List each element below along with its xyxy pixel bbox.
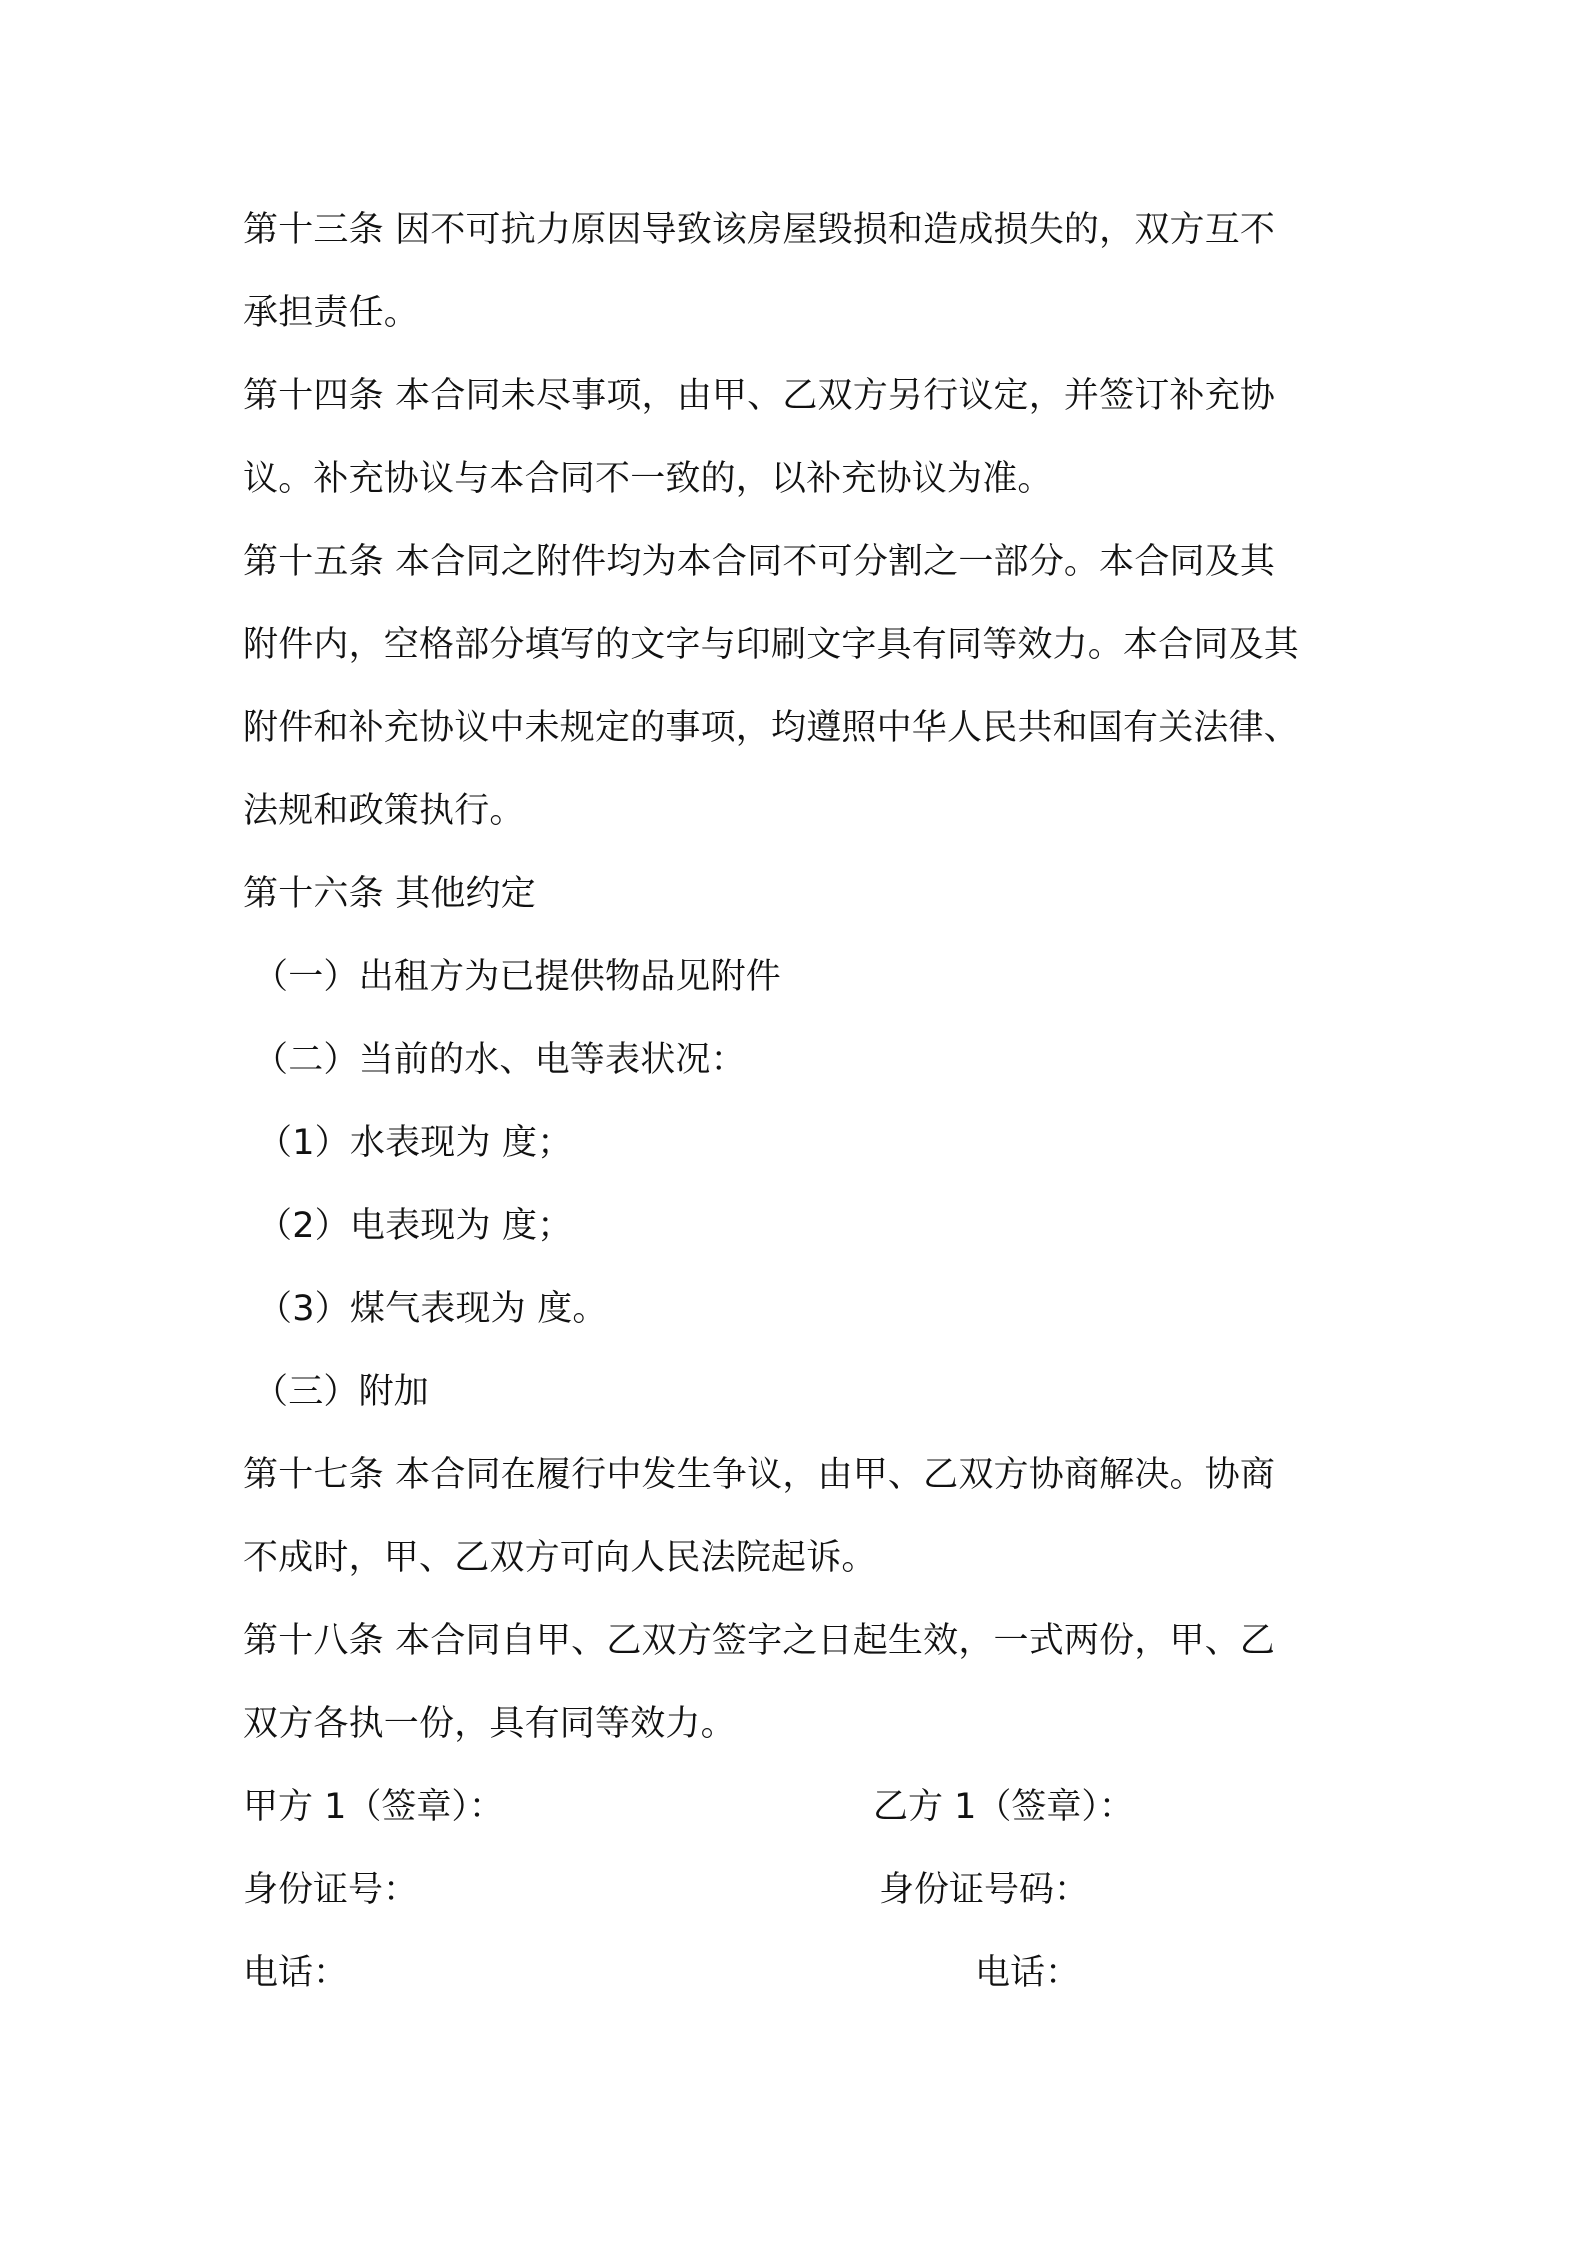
article-16-item-3: （三）附加 [253, 1372, 430, 1412]
party-a-id-label: 身份证号： [243, 1870, 419, 1910]
article-15-line-3: 附件和补充协议中未规定的事项，均遵照中华人民共和国有关法律、 [243, 708, 1300, 748]
article-13-line-1: 第十三条 因不可抗力原因导致该房屋毁损和造成损失的，双方互不 [243, 210, 1276, 250]
article-14-line-1: 第十四条 本合同未尽事项，由甲、乙双方另行议定，并签订补充协 [243, 376, 1276, 416]
water-meter-line: （1）水表现为 度； [257, 1123, 573, 1163]
article-18-line-2: 双方各执一份，具有同等效力。 [243, 1704, 736, 1744]
article-15-line-2: 附件内，空格部分填写的文字与印刷文字具有同等效力。本合同及其 [243, 625, 1300, 665]
article-13-line-2: 承担责任。 [243, 293, 420, 333]
article-17-line-2: 不成时，甲、乙双方可向人民法院起诉。 [243, 1538, 877, 1578]
article-16-item-1: （一）出租方为已提供物品见附件 [253, 957, 782, 997]
party-a-signature-label: 甲方 1（签章）： [243, 1787, 504, 1827]
article-15-line-4: 法规和政策执行。 [243, 791, 525, 831]
article-16-heading: 第十六条 其他约定 [243, 874, 536, 914]
gas-meter-line: （3）煤气表现为 度。 [257, 1289, 608, 1329]
party-a-phone-label: 电话： [243, 1953, 349, 1993]
article-15-line-1: 第十五条 本合同之附件均为本合同不可分割之一部分。本合同及其 [243, 542, 1276, 582]
article-17-line-1: 第十七条 本合同在履行中发生争议，由甲、乙双方协商解决。协商 [243, 1455, 1276, 1495]
party-b-phone-label: 电话： [975, 1953, 1081, 1993]
article-14-line-2: 议。补充协议与本合同不一致的，以补充协议为准。 [243, 459, 1053, 499]
article-18-line-1: 第十八条 本合同自甲、乙双方签字之日起生效，一式两份，甲、乙 [243, 1621, 1276, 1661]
electric-meter-line: （2）电表现为 度； [257, 1206, 573, 1246]
party-b-id-label: 身份证号码： [879, 1870, 1090, 1910]
article-16-item-2: （二）当前的水、电等表状况： [253, 1040, 746, 1080]
party-b-signature-label: 乙方 1（签章）： [873, 1787, 1134, 1827]
